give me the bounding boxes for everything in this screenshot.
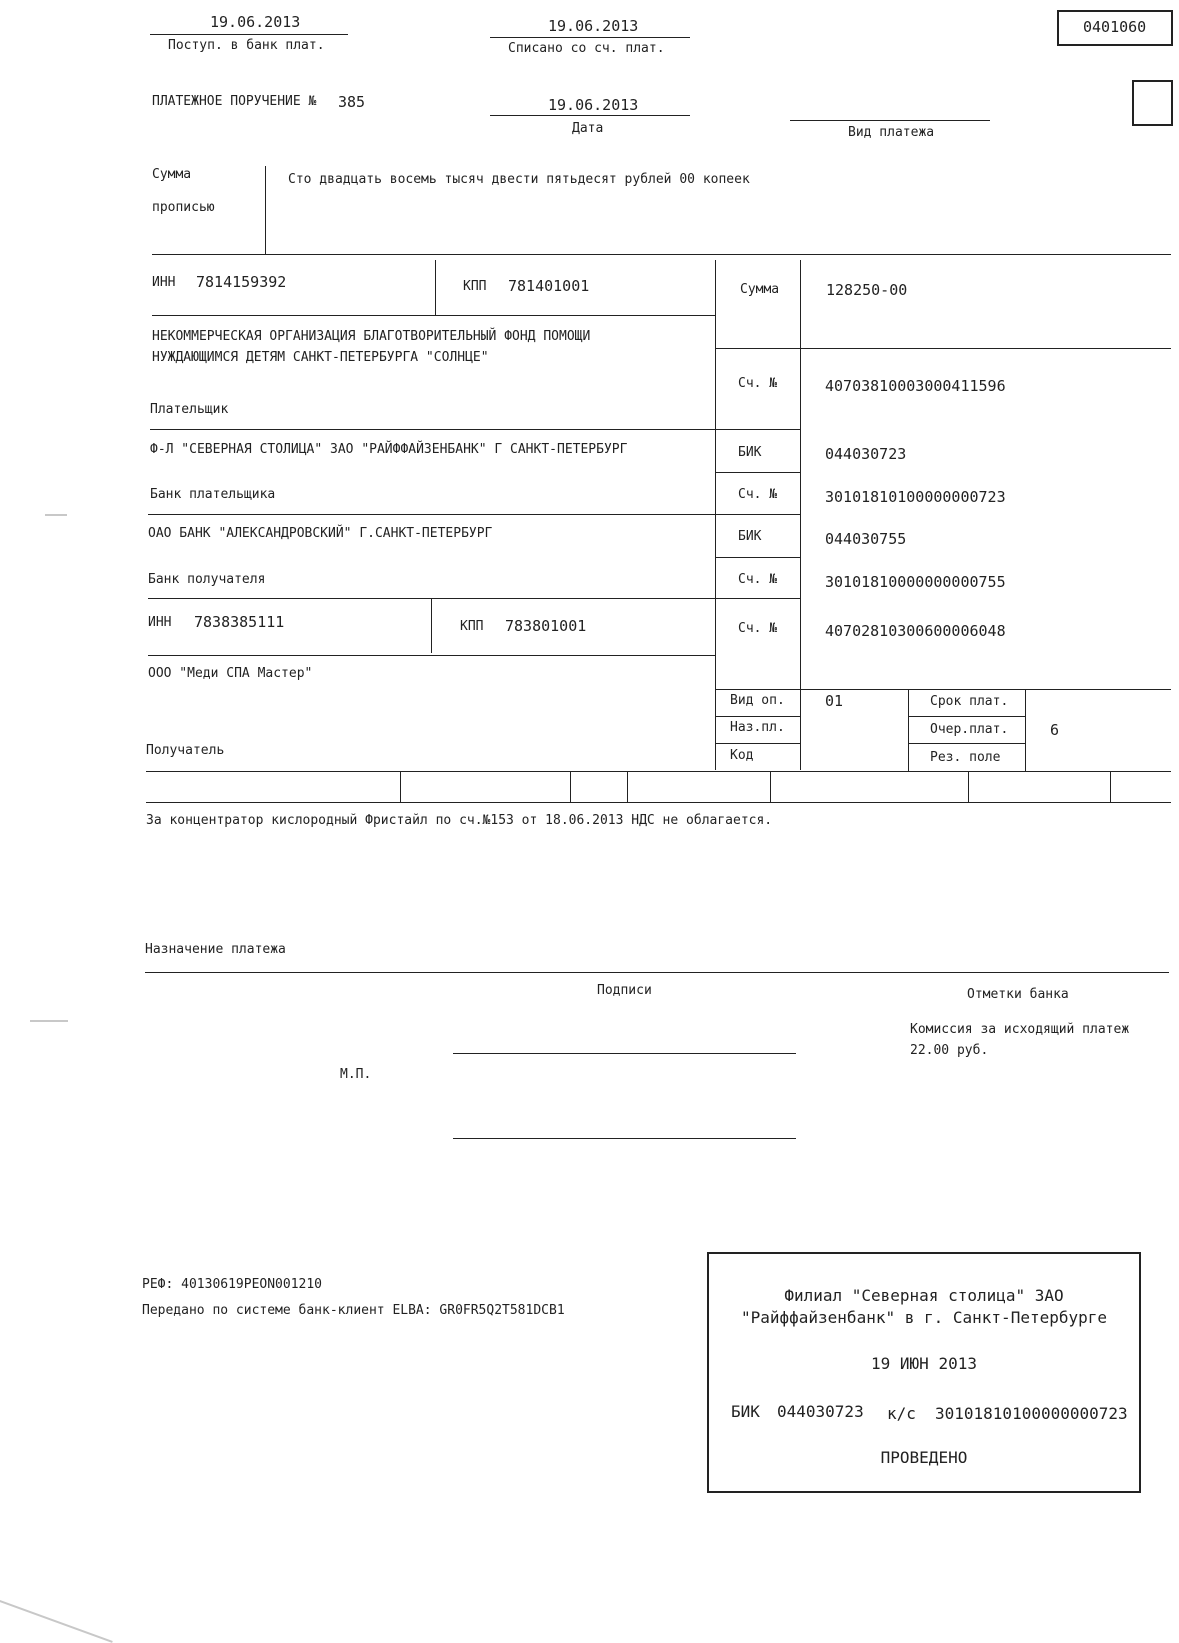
stamp-bik-label: БИК [731,1402,760,1421]
due-label: Срок плат. [930,694,1009,709]
recipient-inn-line [148,655,715,656]
recipient-account: 40702810300600006048 [825,622,1006,640]
purpose-text: За концентратор кислородный Фристайл по сч.№153 от 18.06.2013 НДС не облагается. [146,813,773,828]
recipient-bank-bik: 044030755 [825,530,907,548]
recipient-bank-bottom [148,598,800,599]
code-label: Код [730,748,754,763]
recipient-kpp: 783801001 [505,617,587,635]
label-value-divider [800,260,801,770]
tax-cell-6 [1110,771,1111,802]
recipient-bank-account-label: Сч. № [738,572,778,587]
codes-divider-2 [1025,689,1026,771]
stamp-bank-line-1: Филиал "Северная столица" ЗАО [784,1286,1064,1305]
date-debited: 19.06.2013 [548,17,639,35]
payer-bottom [150,429,715,430]
tax-cell-5 [968,771,969,802]
scan-corner-shadow [0,1600,113,1643]
recipient-bank-label: Банк получателя [148,572,266,587]
amount-row-line [715,348,1171,349]
payer-name-1: НЕКОММЕРЧЕСКАЯ ОРГАНИЗАЦИЯ БЛАГОТВОРИТЕЛЬНЫЙ ФОНД ПОМОЩИ [152,329,591,344]
purpose-label: Назначение платежа [145,942,286,957]
date-received: 19.06.2013 [210,13,301,31]
stamp-bank-line-2: "Райффайзенбанк" в г. Санкт-Петербурге [740,1308,1108,1327]
recipient-bottom [146,771,1171,772]
op-type: 01 [825,692,844,710]
date-debited-line [490,37,690,38]
stamp-date: 19 ИЮН 2013 [871,1354,977,1373]
codes-row-2b [908,743,1026,744]
payer-name-2: НУЖДАЮЩИМСЯ ДЕТЯМ САНКТ-ПЕТЕРБУРГА "СОЛНЦЕ" [152,350,489,365]
recipient-bank-bik-label: БИК [738,529,762,544]
payer-inn-label: ИНН [152,275,176,290]
recipient-account-label: Сч. № [738,621,778,636]
payment-type-line [790,120,990,121]
payer-bank-label: Банк плательщика [150,487,276,502]
payer-kpp: 781401001 [508,277,590,295]
stamp-place: М.П. [340,1067,372,1082]
date-received-line [150,34,348,35]
payer-bank-bottom [148,514,800,515]
codes-row-1 [715,716,800,717]
priority-value: 6 [1050,721,1060,739]
recipient-bank-mid [715,557,800,558]
payer-account-bottom [715,429,800,430]
payer-account-label: Сч. № [738,376,778,391]
codes-divider-1 [908,689,909,771]
op-type-label: Вид оп. [730,693,785,708]
purpose-code-label: Наз.пл. [730,720,785,735]
priority-label: Очер.плат. [930,722,1009,737]
amount-words-label-1: Сумма [152,167,192,182]
purpose-bottom [145,972,1169,973]
transmission-info: Передано по системе банк-клиент ELBA: GR0FR5Q2T581DCB1 [142,1303,565,1318]
amount-words-bottom [152,254,1171,255]
payer-amount: 128250-00 [826,281,908,299]
recipient-label: Получатель [146,743,225,758]
payer-inn-line [152,315,715,316]
recipient-name: ООО "Меди СПА Мастер" [148,666,313,681]
payment-type-label: Вид платежа [848,125,935,140]
scan-mark-top [45,514,67,516]
bank-fee-line-2: 22.00 руб. [910,1043,989,1058]
reference: РЕФ: 40130619PEON001210 [142,1277,323,1292]
payer-kpp-label: КПП [463,279,487,294]
recipient-inn-kpp-divider [431,598,432,653]
payer-amount-label: Сумма [740,282,780,297]
payer-bank-account-label: Сч. № [738,487,778,502]
date-received-label: Поступ. в банк плат. [168,38,325,53]
codes-top [715,689,1171,690]
bank-notes-label: Отметки банка [967,987,1069,1002]
recipient-inn-label: ИНН [148,615,172,630]
signature-line-2 [453,1138,796,1139]
recipient-bank-name: ОАО БАНК "АЛЕКСАНДРОВСКИЙ" Г.САНКТ-ПЕТЕРБУРГ [148,526,493,541]
codes-row-2 [715,743,800,744]
payer-bank-bik: 044030723 [825,445,907,463]
payer-inn-kpp-divider [435,260,436,315]
stamp-status: ПРОВЕДЕНО [880,1448,968,1467]
date-debited-label: Списано со сч. плат. [508,41,665,56]
payer-bank-bik-label: БИК [738,445,762,460]
payer-bank-mid [715,472,800,473]
bank-stamp [707,1252,1141,1493]
stamp-ks: 30101810100000000723 [935,1404,1128,1423]
stamp-ks-label: к/с [887,1404,916,1423]
order-date: 19.06.2013 [548,96,639,114]
status-box [1132,80,1173,126]
recipient-kpp-label: КПП [460,619,484,634]
signature-line-1 [453,1053,796,1054]
payer-inn: 7814159392 [196,273,287,291]
payer-account: 40703810003000411596 [825,377,1006,395]
stamp-bik: 044030723 [777,1402,864,1421]
reserve-label: Рез. поле [930,750,1001,765]
amount-words-label-2: прописью [152,200,215,215]
tax-cell-1 [400,771,401,802]
tax-cell-2 [570,771,571,802]
signatures-label: Подписи [597,983,652,998]
payer-bank-name: Ф-Л "СЕВЕРНАЯ СТОЛИЦА" ЗАО "РАЙФФАЙЗЕНБАНК" Г САНКТ-ПЕТЕРБУРГ [150,442,628,457]
order-number: 385 [338,93,366,111]
bank-fee-line-1: Комиссия за исходящий платеж [910,1022,1130,1037]
left-right-divider [715,260,716,770]
scan-mark-middle [30,1020,68,1022]
amount-words-value: Сто двадцать восемь тысяч двести пятьдесят рублей 00 копеек [288,172,750,187]
order-date-label: Дата [572,121,604,136]
recipient-inn: 7838385111 [194,613,285,631]
payer-label: Плательщик [150,402,229,417]
codes-row-1b [908,716,1026,717]
tax-row-bottom [146,802,1171,803]
recipient-bank-account: 30101810000000000755 [825,573,1006,591]
tax-cell-4 [770,771,771,802]
tax-cell-3 [627,771,628,802]
payer-bank-account: 30101810100000000723 [825,488,1006,506]
amount-words-divider [265,166,266,254]
order-date-line [490,115,690,116]
order-title: ПЛАТЕЖНОЕ ПОРУЧЕНИЕ № [152,94,317,109]
form-code: 0401060 [1083,18,1147,36]
